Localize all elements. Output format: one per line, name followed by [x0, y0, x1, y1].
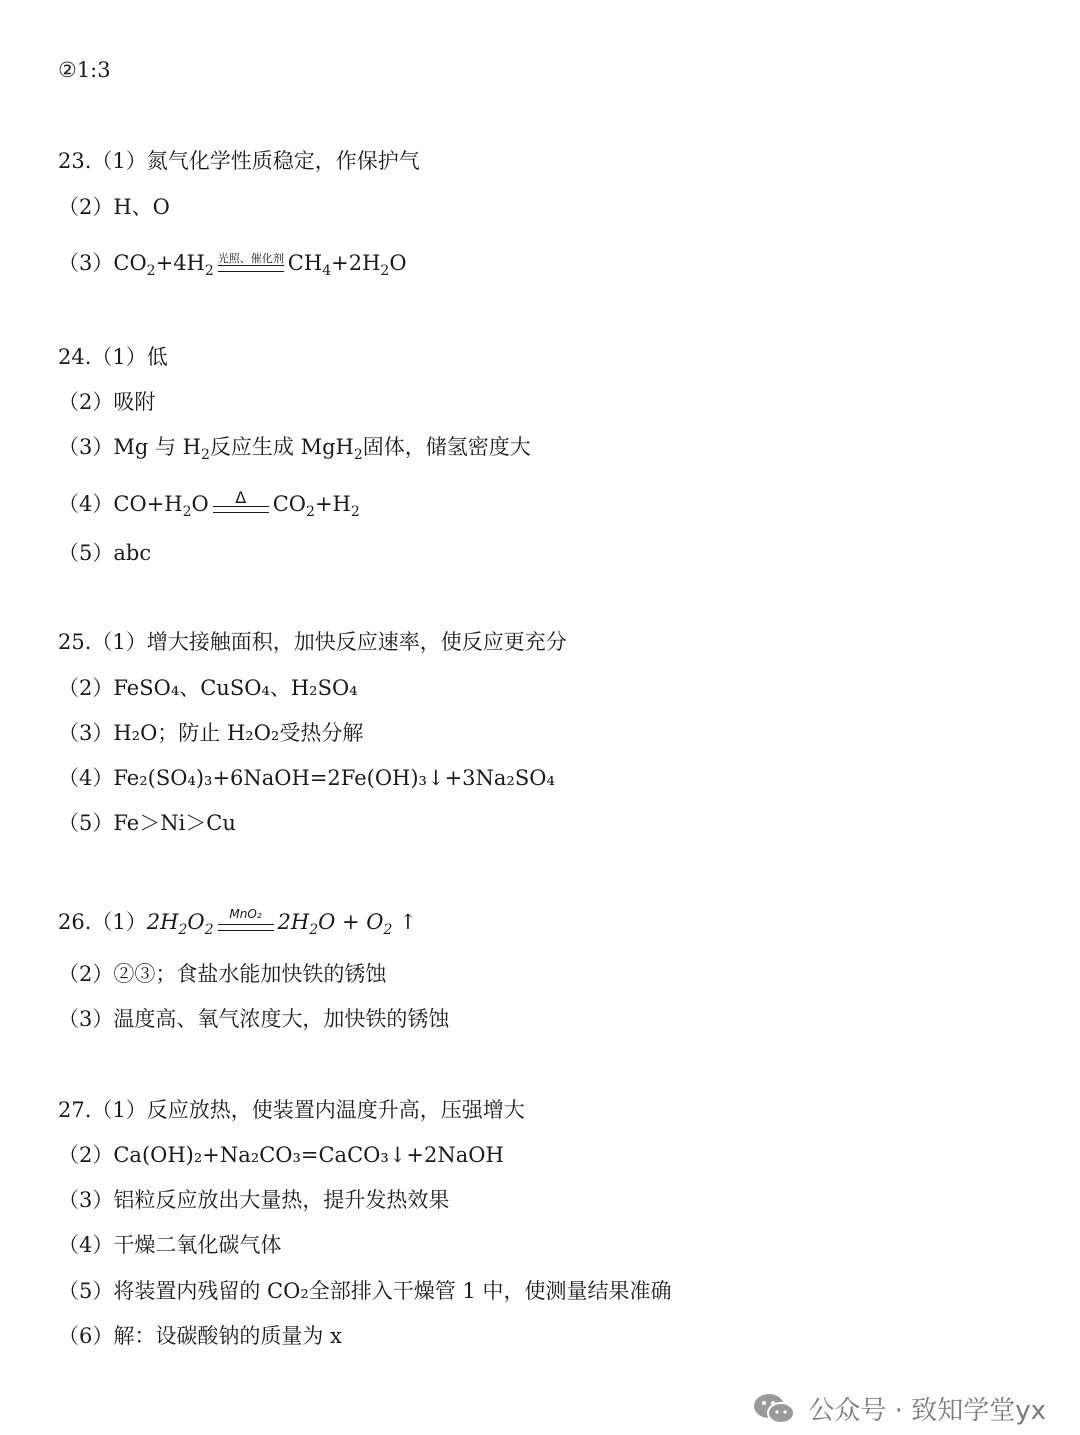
q24-part4: $(4)CO+H_2O$ Δ $CO_2+H_2$ [58, 490, 360, 526]
reaction-arrow [213, 487, 269, 520]
q27-part4: （4）干燥二氧化碳气体 [58, 1233, 282, 1257]
q25-part3: （3）H₂O；防止 H₂O₂受热分解 [58, 721, 364, 745]
reaction-condition: Δ [235, 487, 247, 507]
q25-part5: （5）Fe＞Ni＞Cu [58, 811, 236, 835]
watermark [750, 1390, 1046, 1427]
q23-part3: $(3)CO_2+4H_2$ 光照、催化剂 $CH_4+2H_2O$ [58, 249, 407, 285]
q25-part1: 25.（1）增大接触面积，加快反应速率，使反应更充分 [58, 630, 567, 654]
reaction-arrow [218, 251, 284, 279]
q27-part1: 27.（1）反应放热，使装置内温度升高，压强增大 [58, 1098, 525, 1122]
reaction-arrow [218, 906, 274, 938]
q27-part5: （5）将装置内残留的 CO₂全部排入干燥管 1 中，使测量结果准确 [58, 1279, 672, 1303]
answer-line: ②1:3 [58, 58, 111, 82]
equation-right: $CO_2+H_2$ [272, 492, 360, 520]
q24-part5: （5）abc [58, 541, 152, 565]
equation-left: $CO+H_2O$ [113, 492, 209, 520]
equation-left: $CO_2+4H_2$ [113, 251, 214, 279]
reaction-condition: 光照、催化剂 [217, 251, 284, 265]
wechat-icon [750, 1391, 798, 1427]
equation-right: $CH_4+2H_2O$ [287, 251, 407, 279]
q25-part4: （4）Fe₂(SO₄)₃+6NaOH=2Fe(OH)₃↓+3Na₂SO₄ [58, 766, 555, 790]
equation-left: $2H_2O_2$ [146, 910, 214, 938]
reaction-condition: MnO₂ [229, 906, 262, 921]
q23-part1: 23.（1）氮气化学性质稳定，作保护气 [58, 149, 420, 173]
q24-part2: （2）吸附 [58, 390, 156, 414]
q26-part3: （3）温度高、氧气浓度大，加快铁的锈蚀 [58, 1007, 450, 1031]
q23-part2: （2）H、O [58, 195, 170, 219]
watermark-text: 公众号 · 致知学堂yx [808, 1396, 1046, 1426]
equation-right: $2H_2O + O_2$ [277, 910, 393, 938]
q27-part6: （6）解：设碳酸钠的质量为 x [58, 1324, 342, 1348]
q24-part1: 24.（1）低 [58, 345, 168, 369]
q26-part2: （2）②③；食盐水能加快铁的锈蚀 [58, 962, 387, 986]
q27-part2: （2）Ca(OH)₂+Na₂CO₃=CaCO₃↓+2NaOH [58, 1143, 504, 1167]
q26-part1: $26.(1)2H_2O_2$ MnO₂ $2H_2O + O_2$ ↑ [58, 908, 417, 944]
q24-part3: （3）Mg 与 $H_2$反应生成 MgH$_2$固体，储氢密度大 [58, 435, 531, 463]
q27-part3: （3）铝粒反应放出大量热，提升发热效果 [58, 1188, 450, 1212]
q25-part2: （2）FeSO₄、CuSO₄、H₂SO₄ [58, 676, 358, 700]
